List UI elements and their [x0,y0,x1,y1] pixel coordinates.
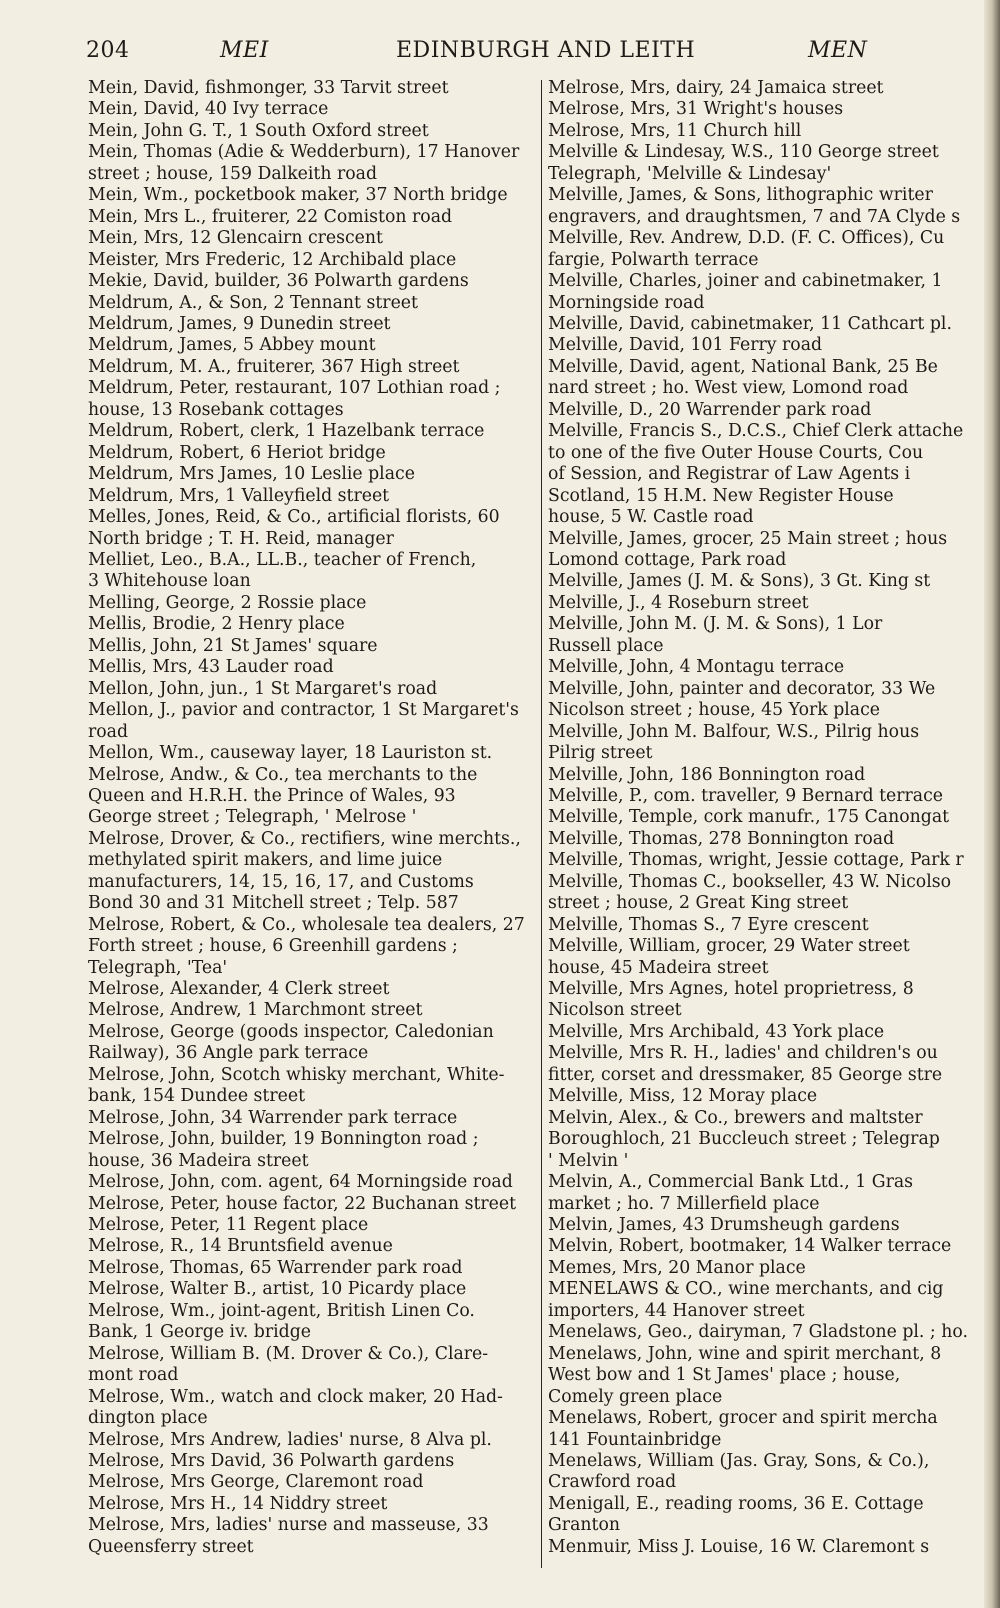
directory-entry [88,335,538,356]
entry-line: ' Melvin ' [548,1150,629,1171]
directory-entry [88,357,538,378]
entry-line: Melrose, Drover, & Co., rectifiers, wine merchts., [88,828,521,849]
entry-line: Comely green place [548,1386,723,1407]
entry-line: Pilrig street [548,743,653,764]
entry-line: North bridge ; T. H. Reid, manager [88,528,394,549]
entry-line: Melville, John M. (J. M. & Sons), 1 Lor [548,614,883,635]
directory-entry [548,1108,982,1172]
directory-entry [548,915,982,936]
entry-line: Meldrum, Mrs, 1 Valleyfield street [88,485,390,506]
page-title: EDINBURGH AND LEITH [396,38,696,63]
right-column [548,78,982,1588]
entry-line: dington place [88,1408,208,1429]
directory-entry [88,1000,538,1021]
directory-entry [548,1537,982,1558]
directory-entry [88,829,538,915]
entry-line: Melville, J., 4 Roseburn street [548,592,809,613]
directory-entry [548,722,982,765]
directory-entry [88,250,538,271]
entry-line: Melville, Francis S., D.C.S., Chief Clerk attache [548,421,964,442]
entry-line: house, 36 Madeira street [88,1150,309,1171]
directory-entry [88,142,538,185]
entry-line: nard street ; ho. West view, Lomond road [548,378,909,399]
entry-line: Mellis, Mrs, 43 Lauder road [88,657,334,678]
entry-line: Melville, David, agent, National Bank, 25 Be [548,356,938,377]
entry-line: Melville, David, 101 Ferry road [548,335,823,356]
entry-line: Melville & Lindesay, W.S., 110 George street [548,142,939,163]
entry-line: Menmuir, Miss J. Louise, 16 W. Claremont s [548,1536,930,1557]
directory-entry [88,636,538,657]
directory-entry [548,1022,982,1043]
entry-line: Melville, John, painter and decorator, 33 We [548,678,936,699]
entry-line: Mein, David, fishmonger, 33 Tarvit street [88,78,449,98]
entry-line: Melville, Thomas S., 7 Eyre crescent [548,914,869,935]
left-column [88,78,538,1588]
entry-line: Meldrum, M. A., fruiterer, 367 High street [88,356,460,377]
directory-entry [88,979,538,1000]
directory-entry [88,1172,538,1193]
entry-line: Melrose, Peter, 11 Regent place [88,1215,369,1236]
entry-line: Melville, Thomas, wright, Jessie cottage, Park r [548,850,964,871]
directory-entry [548,1408,982,1451]
directory-entry [88,1451,538,1472]
entry-line: Nicolson street ; house, 45 York place [548,700,880,721]
entry-line: 3 Whitehouse loan [88,571,251,592]
entry-line: Melrose, Thomas, 65 Warrender park road [88,1257,463,1278]
entry-line: Melrose, Peter, house factor, 22 Buchanan street [88,1193,517,1214]
directory-entry [88,421,538,442]
entry-line: Melville, Thomas C., bookseller, 43 W. Nicolso [548,871,952,892]
entry-line: Melville, Charles, joiner and cabinetmaker, 1 [548,271,943,292]
directory-entry [548,1344,982,1408]
directory-entry [548,614,982,657]
directory-entry [548,979,982,1022]
entry-line: Menigall, E., reading rooms, 36 E. Cottage [548,1493,924,1514]
entry-line: Melville, Thomas, 278 Bonnington road [548,828,895,849]
entry-line: Melrose, Wm., watch and clock maker, 20 Had- [88,1386,503,1407]
entry-line: Melrose, John, Scotch whisky merchant, White- [88,1064,505,1085]
page-number: 204 [86,38,130,63]
directory-entry [548,1451,982,1494]
book-spine-edge [984,0,1000,1608]
directory-entry [88,1108,538,1129]
entry-line: Melrose, John, builder, 19 Bonnington road ; [88,1129,479,1150]
directory-entry [88,271,538,292]
entry-line: Melville, Rev. Andrew, D.D. (F. C. Offices), Cu [548,228,945,249]
directory-entry [548,314,982,335]
entry-line: Russell place [548,635,664,656]
entry-line: Melville, P., com. traveller, 9 Bernard terrace [548,785,944,806]
directory-entry [548,1236,982,1257]
entry-line: road [88,721,129,742]
entry-line: Melville, Temple, cork manufr., 175 Canongat [548,807,950,828]
entry-line: Mellon, Wm., causeway layer, 18 Lauriston st. [88,743,493,764]
entry-line: Granton [548,1515,620,1536]
entry-line: Melrose, Robert, & Co., wholesale tea dealers, 27 [88,914,525,935]
entry-line: Melrose, Mrs, ladies' nurse and masseuse, 33 [88,1515,489,1536]
entry-line: fargie, Polwarth terrace [548,249,759,270]
entry-line: Menelaws, Robert, grocer and spirit mercha [548,1408,938,1429]
entry-line: Mellon, John, jun., 1 St Margaret's road [88,678,438,699]
directory-entry [548,1215,982,1236]
directory-entry [88,507,538,550]
entry-line: Melville, John M. Balfour, W.S., Pilrig hous [548,721,920,742]
entry-line: Meldrum, Mrs James, 10 Leslie place [88,464,415,485]
entry-line: Menelaws, William (Jas. Gray, Sons, & Co.), [548,1451,930,1471]
entry-line: West bow and 1 St James' place ; house, [548,1365,901,1386]
entry-line: Melville, Mrs R. H., ladies' and children's ou [548,1043,938,1064]
entry-line: Mein, John G. T., 1 South Oxford street [88,120,429,141]
entry-line: Melville, Mrs Archibald, 43 York place [548,1021,885,1042]
entry-line: house, 13 Rosebank cottages [88,399,344,420]
entry-line: Melrose, John, com. agent, 64 Morningside road [88,1172,513,1193]
entry-line: to one of the five Outer House Courts, Cou [548,442,924,463]
entry-line: Mein, Mrs L., fruiterer, 22 Comiston road [88,206,453,227]
directory-entry [88,657,538,678]
directory-entry [548,228,982,271]
entry-line: Melrose, Mrs, 31 Wright's houses [548,99,844,120]
directory-entry [548,271,982,314]
entry-line: Melrose, Andrew, 1 Marchmont street [88,1000,423,1021]
entry-line: Melrose, Mrs, 11 Church hill [548,120,802,141]
entry-line: Melliet, Leo., B.A., LL.B., teacher of French, [88,549,477,570]
directory-entry [88,765,538,829]
directory-entry [548,786,982,807]
directory-entry [88,228,538,249]
directory-entry [88,1258,538,1279]
directory-entry [88,1344,538,1387]
entry-line: importers, 44 Hanover street [548,1300,805,1321]
entry-line: Melrose, Walter B., artist, 10 Picardy place [88,1279,467,1300]
directory-entry [88,1430,538,1451]
entry-line: Morningside road [548,292,705,313]
entry-line: Mekie, David, builder, 36 Polwarth gardens [88,271,469,292]
directory-entry [88,1301,538,1344]
entry-line: Melville, David, cabinetmaker, 11 Cathcart pl. [548,313,952,334]
entry-line: Meldrum, James, 5 Abbey mount [88,335,376,356]
entry-line: Meister, Mrs Frederic, 12 Archibald place [88,249,457,270]
entry-line: market ; ho. 7 Millerfield place [548,1193,820,1214]
directory-entry [548,121,982,142]
directory-entry [88,1129,538,1172]
entry-line: Menelaws, Geo., dairyman, 7 Gladstone pl. ; ho. [548,1322,968,1343]
entry-line: Meldrum, A., & Son, 2 Tennant street [88,292,418,313]
directory-entry [548,657,982,678]
directory-entry [88,1194,538,1215]
directory-entry [548,99,982,120]
directory-entry [88,486,538,507]
entry-line: Melrose, John, 34 Warrender park terrace [88,1107,458,1128]
entry-line: Melrose, Mrs Andrew, ladies' nurse, 8 Alva pl. [88,1429,492,1450]
entry-line: house, 5 W. Castle road [548,507,754,528]
directory-entry [88,1387,538,1430]
directory-entry [548,765,982,786]
directory-entry [548,1494,982,1537]
entry-line: Melville, James, & Sons, lithographic writer [548,185,933,206]
directory-entry [548,1322,982,1343]
entry-line: Mein, Mrs, 12 Glencairn crescent [88,228,383,249]
directory-entry [88,207,538,228]
page-header [86,38,876,68]
entry-line: George street ; Telegraph, ' Melrose ' [88,807,417,828]
directory-entry [548,829,982,850]
directory-entry [88,1022,538,1065]
directory-entry [88,614,538,635]
entry-line: Lomond cottage, Park road [548,549,787,570]
directory-entry [88,464,538,485]
entry-line: Boroughloch, 21 Buccleuch street ; Telegrap [548,1129,940,1150]
directory-entry [548,400,982,421]
entry-line: Forth street ; house, 6 Greenhill gardens ; [88,936,458,957]
entry-line: MENELAWS & CO., wine merchants, and cig [548,1279,944,1300]
directory-entry [548,807,982,828]
entry-line: Melrose, Mrs H., 14 Niddry street [88,1493,388,1514]
entry-line: Melville, John, 4 Montagu terrace [548,657,845,678]
left-catchword: MEI [220,38,269,63]
directory-entry [88,378,538,421]
entry-line: street ; house, 159 Dalkeith road [88,163,378,184]
entry-line: Melvin, A., Commercial Bank Ltd., 1 Gras [548,1172,914,1193]
right-catchword: MEN [808,38,868,63]
directory-entry [88,1515,538,1558]
entry-line: house, 45 Madeira street [548,957,769,978]
entry-line: Meldrum, James, 9 Dunedin street [88,313,391,334]
entry-line: Meldrum, Peter, restaurant, 107 Lothian road ; [88,378,501,399]
directory-entry [548,1043,982,1086]
entry-line: Melrose, Alexander, 4 Clerk street [88,979,390,1000]
directory-entry [88,443,538,464]
entry-line: Memes, Mrs, 20 Manor place [548,1257,806,1278]
entry-line: Melrose, George (goods inspector, Caledonian [88,1021,494,1042]
entry-line: Melrose, Mrs David, 36 Polwarth gardens [88,1451,455,1471]
directory-entry [548,1086,982,1107]
directory-entry [88,1065,538,1108]
entry-line: Melrose, Mrs George, Claremont road [88,1472,424,1493]
entry-line: Mein, Wm., pocketbook maker, 37 North bridge [88,185,508,206]
entry-line: Menelaws, John, wine and spirit merchant, 8 [548,1343,942,1364]
entry-line: Railway), 36 Angle park terrace [88,1043,369,1064]
directory-entry [88,593,538,614]
entry-line: bank, 154 Dundee street [88,1086,306,1107]
entry-line: Bond 30 and 31 Mitchell street ; Telp. 587 [88,893,459,914]
entry-line: Nicolson street [548,1000,682,1021]
directory-entry [88,99,538,120]
entry-line: Melrose, Wm., joint-agent, British Linen Co. [88,1300,475,1321]
entry-line: Melrose, Mrs, dairy, 24 Jamaica street [548,78,884,98]
entry-line: Mellon, J., pavior and contractor, 1 St Margaret's [88,700,519,721]
entry-line: mont road [88,1365,179,1386]
directory-entry [88,314,538,335]
directory-entry [548,872,982,915]
directory-entry [548,1279,982,1322]
directory-entry [88,743,538,764]
entry-line: Melrose, Andw., & Co., tea merchants to the [88,764,478,785]
directory-entry [88,1494,538,1515]
entry-line: manufacturers, 14, 15, 16, 17, and Customs [88,871,474,892]
entry-line: street ; house, 2 Great King street [548,893,849,914]
directory-entry [548,936,982,979]
directory-entry [88,78,538,99]
entry-line: Scotland, 15 H.M. New Register House [548,485,894,506]
directory-entry [548,357,982,400]
entry-line: Melles, Jones, Reid, & Co., artificial florists, 60 [88,507,500,528]
directory-entry [548,571,982,592]
entry-line: Melrose, William B. (M. Drover & Co.), Clare- [88,1343,489,1364]
directory-entry [88,550,538,593]
entry-line: Mellis, John, 21 St James' square [88,635,378,656]
directory-entry [88,915,538,979]
directory-entry [88,700,538,743]
entry-line: Melvin, Robert, bootmaker, 14 Walker terrace [548,1236,952,1257]
entry-line: Mellis, Brodie, 2 Henry place [88,614,345,635]
entry-line: Meldrum, Robert, clerk, 1 Hazelbank terrace [88,421,485,442]
directory-entry [88,1472,538,1493]
entry-line: 141 Fountainbridge [548,1429,722,1450]
entry-line: Melville, Mrs Agnes, hotel proprietress, 8 [548,979,914,1000]
directory-entry [88,293,538,314]
entry-line: Melrose, R., 14 Bruntsfield avenue [88,1236,393,1257]
directory-entry [548,421,982,528]
directory-entry [548,1172,982,1215]
entry-line: Melville, John, 186 Bonnington road [548,764,866,785]
entry-line: Melville, William, grocer, 29 Water street [548,936,910,957]
directory-entry [88,679,538,700]
directory-entry [548,142,982,185]
entry-line: Bank, 1 George iv. bridge [88,1322,311,1343]
directory-entry [88,185,538,206]
entry-line: engravers, and draughtsmen, 7 and 7A Clyde s [548,206,961,227]
entry-line: Mein, Thomas (Adie & Wedderburn), 17 Hanover [88,142,520,163]
entry-line: methylated spirit makers, and lime juice [88,850,443,871]
directory-entry [548,335,982,356]
column-divider [541,80,542,1568]
directory-entry [548,1258,982,1279]
entry-line: Queen and H.R.H. the Prince of Wales, 93 [88,785,456,806]
entry-line: Melville, Miss, 12 Moray place [548,1086,818,1107]
directory-entry [88,121,538,142]
entry-line: Melvin, James, 43 Drumsheugh gardens [548,1215,900,1236]
entry-line: Meldrum, Robert, 6 Heriot bridge [88,442,386,463]
entry-line: Telegraph, 'Melville & Lindesay' [548,163,832,184]
entry-line: Melville, James (J. M. & Sons), 3 Gt. King st [548,571,931,592]
directory-entry [548,529,982,572]
entry-line: Melvin, Alex., & Co., brewers and maltster [548,1107,923,1128]
entry-line: Queensferry street [88,1536,254,1557]
directory-entry [88,1215,538,1236]
entry-line: of Session, and Registrar of Law Agents i [548,464,911,485]
entry-line: Melville, D., 20 Warrender park road [548,399,872,420]
directory-entry [88,1279,538,1300]
entry-line: fitter, corset and dressmaker, 85 George stre [548,1064,943,1085]
entry-line: Melville, James, grocer, 25 Main street ; hous [548,528,948,549]
directory-entry [548,185,982,228]
directory-entry [88,1236,538,1257]
entry-line: Telegraph, 'Tea' [88,957,228,978]
directory-entry [548,679,982,722]
entry-line: Mein, David, 40 Ivy terrace [88,99,329,120]
directory-entry [548,78,982,99]
directory-entry [548,593,982,614]
entry-line: Crawford road [548,1472,677,1493]
entry-line: Melling, George, 2 Rossie place [88,592,367,613]
directory-entry [548,850,982,871]
